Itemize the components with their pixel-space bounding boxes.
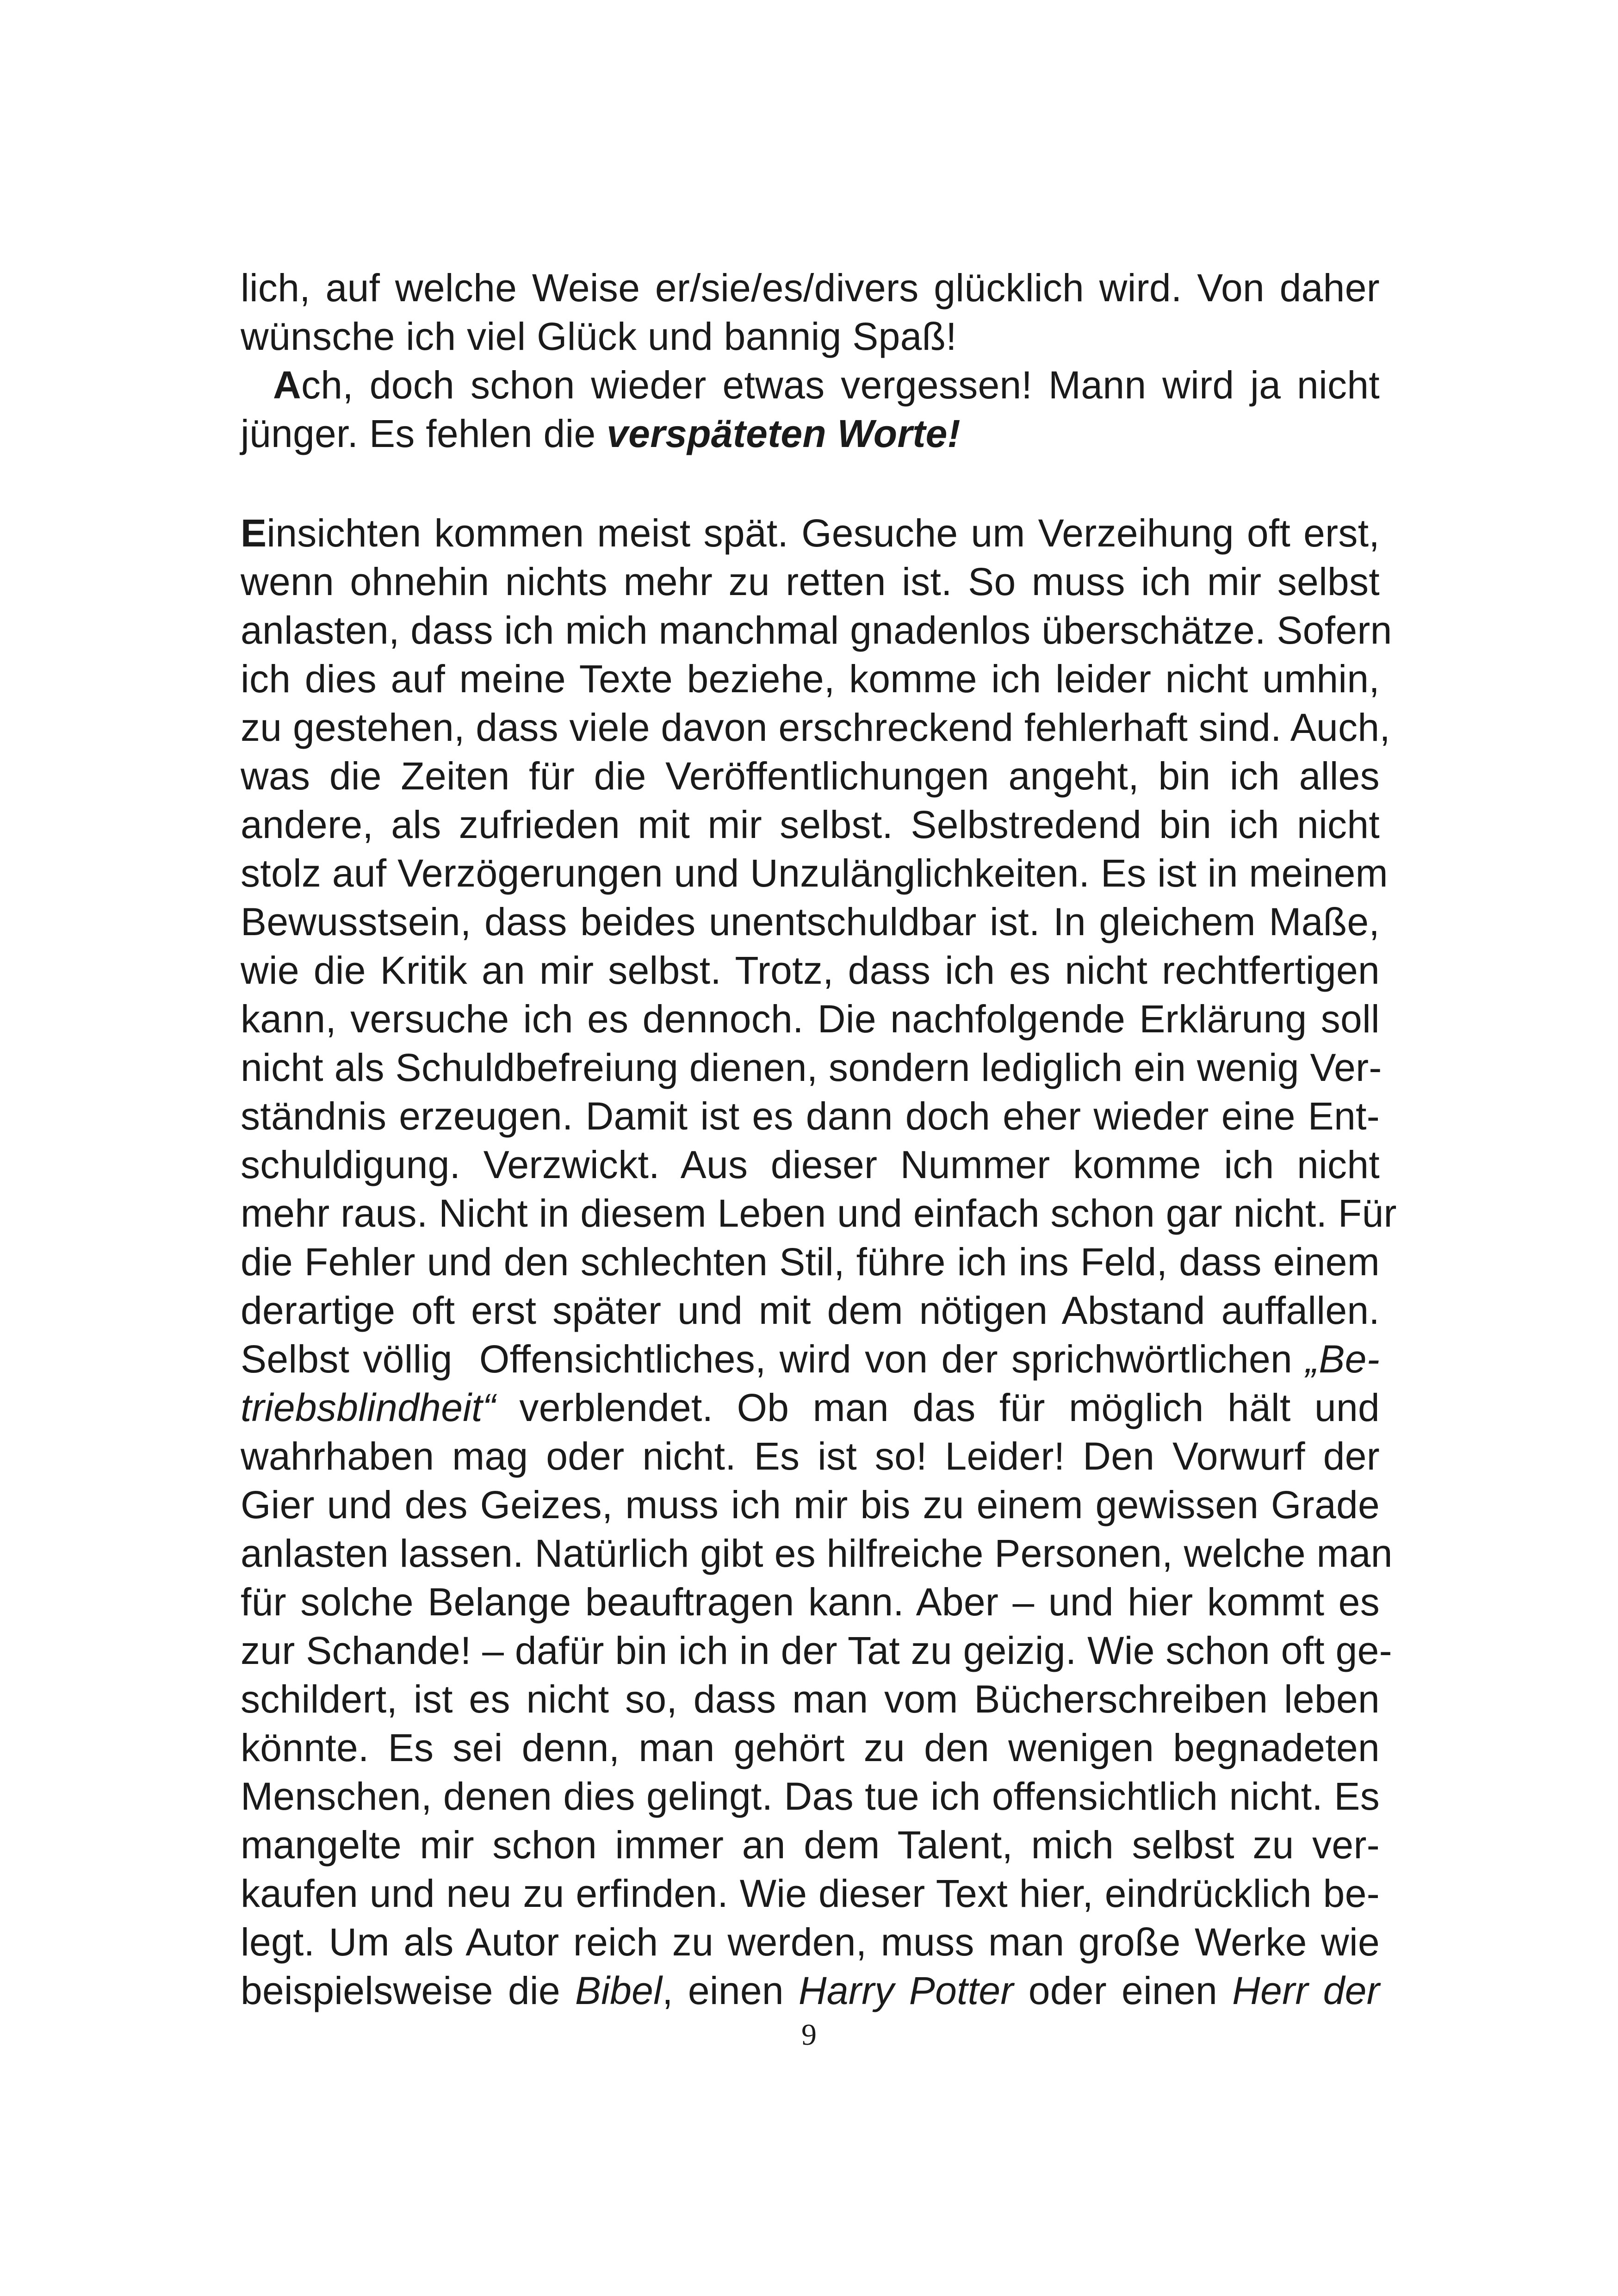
text-segment: wenn ohnehin nichts mehr zu retten ist. So muss ich mir selbst bbox=[241, 560, 1380, 603]
text-line bbox=[241, 1043, 1380, 1092]
text-segment: insichten kommen meist spät. Gesuche um Verzeihung oft erst, bbox=[267, 511, 1380, 555]
text-segment: stolz auf Verzögerungen und Unzulänglichkeiten. Es ist in meinem bbox=[241, 851, 1388, 895]
text-segment: verblendet. Ob man das für möglich hält und bbox=[496, 1386, 1380, 1429]
bold-initial: A bbox=[273, 363, 301, 407]
text-line bbox=[241, 1626, 1392, 1675]
text-segment: wahrhaben mag oder nicht. Es ist so! Leider! Den Vorwurf der bbox=[241, 1434, 1380, 1478]
text-line bbox=[241, 1384, 1380, 1432]
text-line bbox=[241, 995, 1380, 1043]
text-segment: Menschen, denen dies gelingt. Das tue ich offensichtlich nicht. Es bbox=[241, 1775, 1380, 1818]
text-segment: oder einen bbox=[1013, 1969, 1233, 2012]
text-line bbox=[241, 1967, 1380, 2015]
text-line bbox=[241, 1529, 1393, 1578]
text-line bbox=[241, 1821, 1380, 1869]
text-line bbox=[241, 264, 1380, 312]
text-line bbox=[241, 1141, 1380, 1189]
text-segment: anlasten lassen. Natürlich gibt es hilfreiche Personen, welche man bbox=[241, 1532, 1393, 1575]
text-line bbox=[241, 703, 1391, 752]
text-segment: lich, auf welche Weise er/sie/es/divers glücklich wird. Von daher bbox=[241, 266, 1380, 310]
text-segment: Selbst völlig Offensichtliches, wird von der sprichwörtlichen bbox=[241, 1337, 1306, 1381]
text-segment: nicht als Schuldbefreiung dienen, sondern lediglich ein wenig Ver- bbox=[241, 1046, 1382, 1089]
text-segment: wünsche ich viel Glück und bannig Spaß! bbox=[241, 315, 957, 358]
text-segment: ich dies auf meine Texte beziehe, komme ich leider nicht umhin, bbox=[241, 657, 1380, 701]
text-line bbox=[241, 1481, 1380, 1529]
text-segment: zu gestehen, dass viele davon erschreckend fehlerhaft sind. Auch, bbox=[241, 706, 1391, 749]
italic-term: „Be- bbox=[1306, 1337, 1380, 1381]
text-segment: andere, als zufrieden mit mir selbst. Selbstredend bin ich nicht bbox=[241, 803, 1380, 846]
text-line bbox=[241, 1772, 1380, 1821]
text-line bbox=[241, 946, 1380, 995]
text-line bbox=[241, 1238, 1380, 1286]
italic-title: Herr der bbox=[1232, 1969, 1380, 2012]
text-line bbox=[241, 410, 1380, 458]
book-page-body bbox=[241, 264, 1397, 2015]
text-segment: anlasten, dass ich mich manchmal gnadenlos überschätze. Sofern bbox=[241, 608, 1392, 652]
text-line bbox=[241, 1675, 1380, 1724]
text-line bbox=[241, 1189, 1397, 1238]
text-segment: Bewusstsein, dass beides unentschuldbar ist. In gleichem Maße, bbox=[241, 900, 1380, 943]
italic-title: Bibel bbox=[575, 1969, 663, 2012]
text-line bbox=[241, 655, 1380, 703]
text-segment: mangelte mir schon immer an dem Talent, mich selbst zu ver- bbox=[241, 1823, 1380, 1867]
text-line bbox=[241, 606, 1392, 655]
emphasis-bold-italic: verspäteten Worte! bbox=[607, 412, 961, 455]
text-segment: könnte. Es sei denn, man gehört zu den wenigen begnadeten bbox=[241, 1726, 1380, 1769]
italic-title: Harry Potter bbox=[798, 1969, 1014, 2012]
text-segment: ständnis erzeugen. Damit ist es dann doch eher wieder eine Ent- bbox=[241, 1094, 1380, 1138]
text-segment: für solche Belange beauftragen kann. Aber – und hier kommt es bbox=[241, 1580, 1380, 1624]
text-segment: , einen bbox=[662, 1969, 799, 2012]
paragraph-gap bbox=[241, 458, 1380, 509]
text-segment: mehr raus. Nicht in diesem Leben und einfach schon gar nicht. Für bbox=[241, 1191, 1397, 1235]
text-line bbox=[241, 1918, 1380, 1967]
text-line bbox=[241, 361, 1380, 410]
bold-initial: E bbox=[241, 511, 267, 555]
text-segment: wie die Kritik an mir selbst. Trotz, dass ich es nicht rechtfertigen bbox=[241, 949, 1380, 992]
text-line bbox=[241, 849, 1388, 898]
text-line bbox=[241, 800, 1380, 849]
text-line bbox=[241, 1432, 1380, 1481]
text-line bbox=[241, 312, 1380, 361]
text-segment: kaufen und neu zu erfinden. Wie dieser Text hier, eindrücklich be- bbox=[241, 1872, 1380, 1915]
text-line bbox=[241, 1335, 1380, 1384]
text-segment: Gier und des Geizes, muss ich mir bis zu einem gewissen Grade bbox=[241, 1483, 1380, 1527]
text-segment: schuldigung. Verzwickt. Aus dieser Nummer komme ich nicht bbox=[241, 1143, 1380, 1186]
text-segment: beispielsweise die bbox=[241, 1969, 575, 2012]
text-line bbox=[241, 1869, 1380, 1918]
text-segment: kann, versuche ich es dennoch. Die nachfolgende Erklärung soll bbox=[241, 997, 1380, 1041]
text-segment: jünger. Es fehlen die bbox=[241, 412, 607, 455]
text-segment: was die Zeiten für die Veröffentlichungen angeht, bin ich alles bbox=[241, 754, 1380, 798]
text-segment: die Fehler und den schlechten Stil, führe ich ins Feld, dass einem bbox=[241, 1240, 1380, 1284]
text-segment: derartige oft erst später und mit dem nötigen Abstand auffallen. bbox=[241, 1289, 1380, 1332]
text-line bbox=[241, 1286, 1380, 1335]
text-segment: schildert, ist es nicht so, dass man vom Bücherschreiben leben bbox=[241, 1677, 1380, 1721]
page-number: 9 bbox=[801, 2018, 817, 2052]
text-line bbox=[241, 1092, 1380, 1141]
text-segment: zur Schande! – dafür bin ich in der Tat zu geizig. Wie schon oft ge- bbox=[241, 1629, 1392, 1672]
text-line bbox=[241, 558, 1380, 606]
text-line bbox=[241, 898, 1380, 946]
text-line bbox=[241, 1578, 1380, 1626]
text-segment: ch, doch schon wieder etwas vergessen! Mann wird ja nicht bbox=[301, 363, 1380, 407]
text-line bbox=[241, 1724, 1380, 1772]
italic-term: triebsblindheit“ bbox=[241, 1386, 496, 1429]
text-line bbox=[241, 752, 1380, 800]
text-segment: legt. Um als Autor reich zu werden, muss man große Werke wie bbox=[241, 1920, 1380, 1964]
text-line bbox=[241, 509, 1380, 558]
